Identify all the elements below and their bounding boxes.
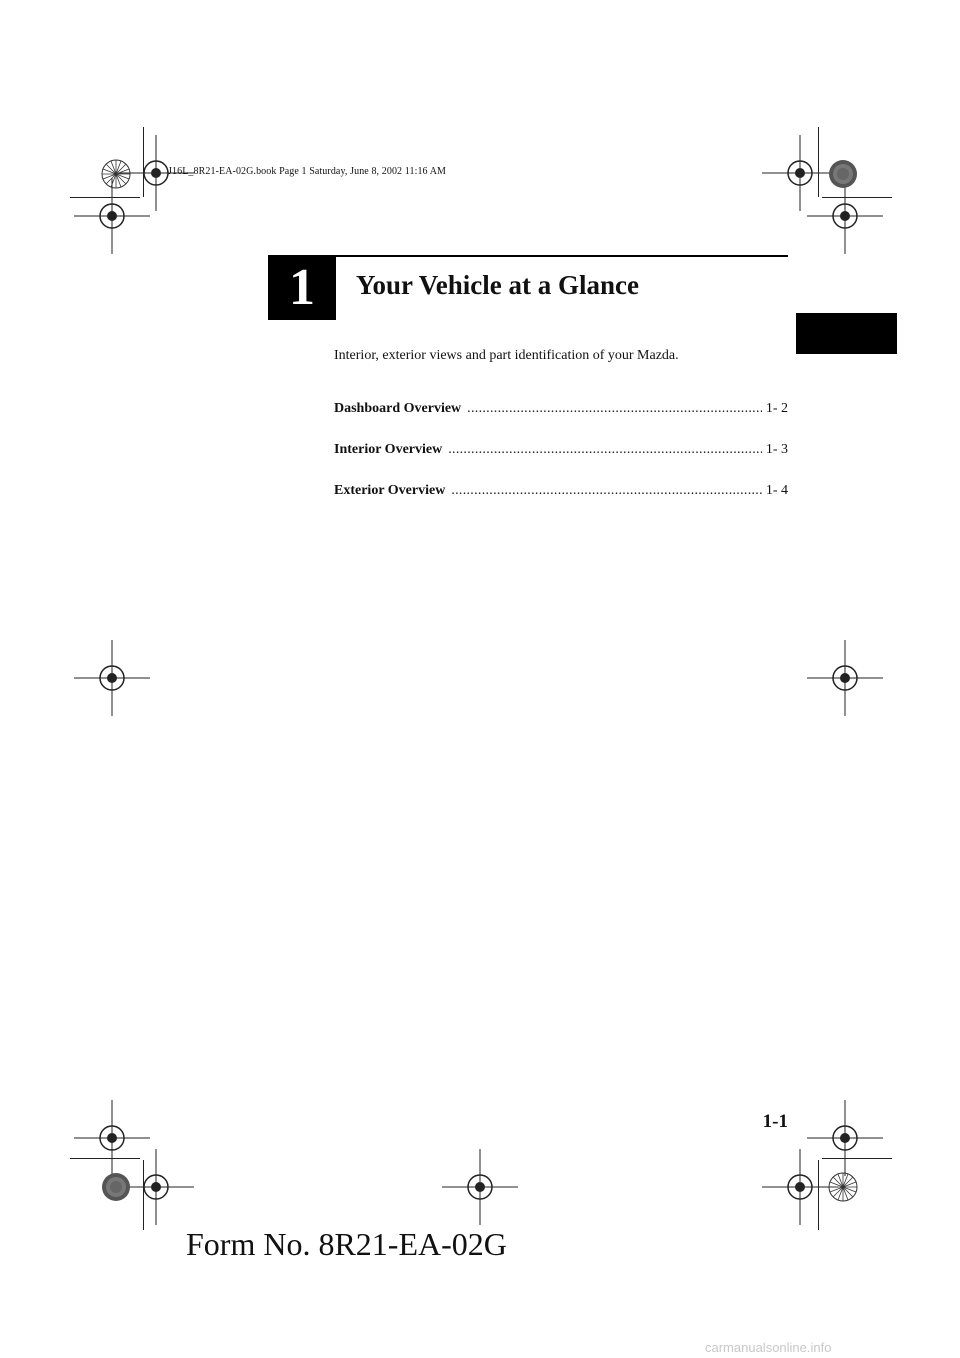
toc-leader [448,442,762,458]
starburst-mark-icon [803,1147,883,1227]
file-stamp: J16L_8R21-EA-02G.book Page 1 Saturday, June 8, 2002 11:16 AM [168,166,447,177]
toc-leader [451,483,762,499]
thumb-tab [796,313,897,354]
chapter-rule [336,255,788,257]
toc-entry-label: Exterior Overview [334,483,446,498]
toc-entry[interactable] [334,401,788,421]
toc-entry-label: Dashboard Overview [334,401,462,416]
registration-mark-icon [440,1147,520,1227]
chapter-title: Your Vehicle at a Glance [356,270,639,300]
chapter-intro: Interior, exterior views and part identification of your Mazda. [334,348,679,363]
chapter-number: 1 [268,255,336,320]
registration-mark-icon [805,638,885,718]
toc-entry-page: 1- 2 [765,401,788,416]
toc-entry[interactable] [334,483,788,503]
gray-disc-mark-icon [76,1147,156,1227]
starburst-mark-icon [76,134,156,214]
toc-entry-page: 1- 4 [765,483,788,498]
form-number: Form No. 8R21-EA-02G [186,1226,507,1262]
toc-leader [467,401,762,417]
watermark: carmanualsonline.info [705,1340,832,1355]
gray-disc-mark-icon [803,134,883,214]
toc-entry[interactable] [334,442,788,462]
toc-entry-label: Interior Overview [334,442,443,457]
registration-mark-icon [72,638,152,718]
page-number: 1-1 [762,1111,788,1132]
toc-entry-page: 1- 3 [765,442,788,457]
